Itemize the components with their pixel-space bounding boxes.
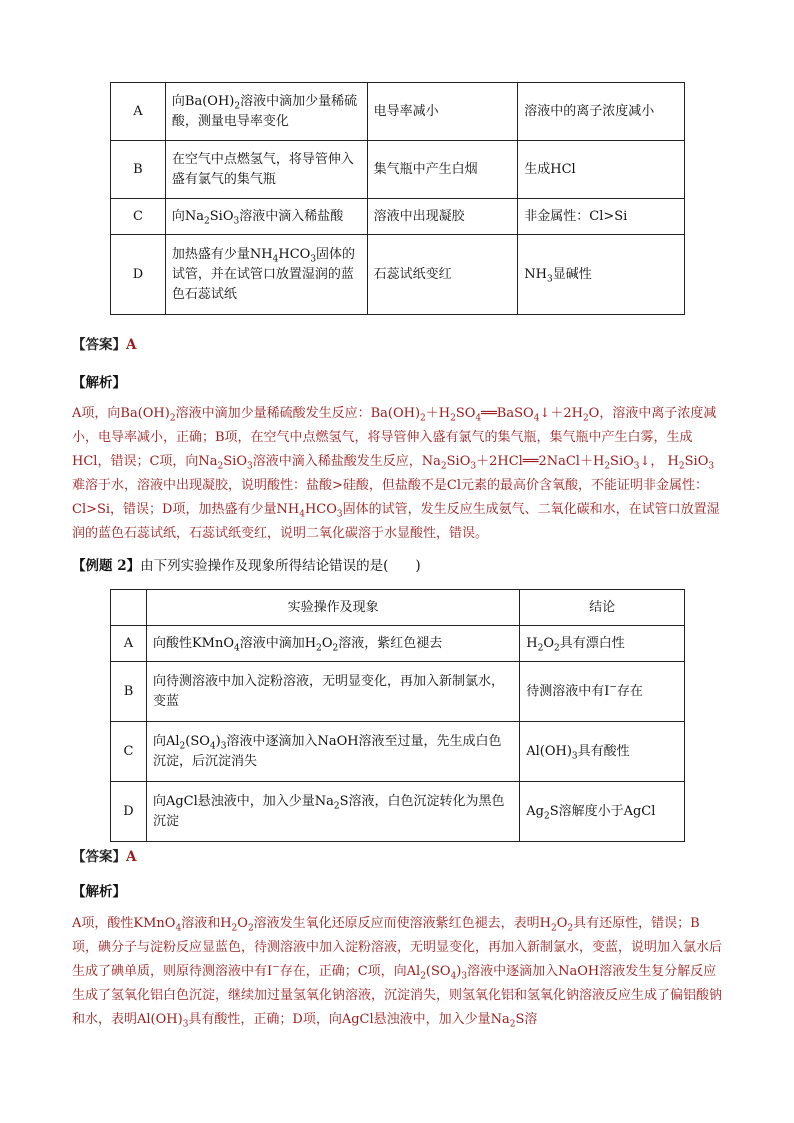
table-row (111, 782, 685, 842)
row-label: B (111, 141, 166, 199)
operation-cell: 在空气中点燃氢气，将导管伸入盛有氯气的集气瓶 (165, 141, 367, 199)
answer-2: 【答案】A (72, 849, 137, 865)
analysis-1-text: A项，向$Ba(OH)_2$溶液中滴加少量稀硫酸发生反应：$Ba(OH)_2+H_2SO_4══BaSO_4↓+2H_2O$，溶液中离子浓度减小，电导率减小，正确；B项，在空气中点燃氢气，将导管伸入盛有氯气的集气瓶，集气瓶中产生白雾，生成HCl，错误；C项，向$Na_2SiO_3$溶液中滴入稀盐酸发生反应，$Na_2SiO_3+2HCl══2NaCl+H_2SiO_3↓$， $H_2SiO_3$难溶于水，溶液中出现凝胶，说明酸性：盐酸>硅酸，但盐酸不是Cl元素的最高价含氧酸，不能证明非金属性：Cl>Si，错误；D项，加热盛有少量$NH_4HCO_3$固体的试管，发生反应生成氨气、二氧化碳和水，在试管口放置湿润的蓝色石蕊试纸，石蕊试纸变红，说明二氧化碳溶于水显酸性，错误。 (72, 406, 720, 541)
operation-cell: 向$Al_2(SO_4)_3$溶液中逐滴加入NaOH溶液至过量，先生成白色沉淀，后沉淀消失 (146, 722, 519, 782)
conclusion-cell: $H_2O_2$具有漂白性 (520, 626, 685, 662)
header-blank (111, 590, 147, 626)
operation-cell: 向酸性KMnO$_4$溶液中滴加$H_2O_2$溶液，紫红色褪去 (146, 626, 519, 662)
table-row (111, 141, 685, 199)
row-label: A (111, 83, 166, 141)
phenomenon-cell: 溶液中出现凝胶 (367, 199, 518, 235)
table-row (111, 626, 685, 662)
row-label: D (111, 782, 147, 842)
analysis-2-heading: 【解析】 (72, 884, 126, 900)
analysis-2-text: A项，酸性KMnO$_4$溶液和$H_2O_2$溶液发生氧化还原反应而使溶液紫红色褪去，表明$H_2O_2$具有还原性，错误；B项，碘分子与淀粉反应显蓝色，待测溶液中加入淀粉溶液，无明显变化，再加入新制氯水，变蓝，说明加入氯水后生成了碘单质，则原待测溶液中有I−存在，正确；C项，向$Al_2(SO_4)_3$溶液中逐滴加入NaOH溶液发生复分解反应生成了氢氧化铝白色沉淀，继续加过量氢氧化钠溶液，沉淀消失，则氢氧化铝和氢氧化钠溶液反应生成了偏铝酸钠和水，表明$Al(OH)_3$具有酸性，正确；D项，向AgCl悬浊液中，加入少量$Na_2S$溶 (72, 916, 723, 1030)
analysis-1-heading: 【解析】 (72, 375, 126, 391)
table-row (111, 722, 685, 782)
row-label: B (111, 662, 147, 722)
operation-cell: 加热盛有少量$NH_4HCO_3$固体的试管，并在试管口放置湿润的蓝色石蕊试纸 (165, 235, 367, 315)
phenomenon-cell: 集气瓶中产生白烟 (367, 141, 518, 199)
answer-1: 【答案】A (72, 337, 137, 353)
row-label: A (111, 626, 147, 662)
header-conclusion: 结论 (520, 590, 685, 626)
conclusion-cell: 待测溶液中有I−存在 (520, 662, 685, 722)
conclusion-cell: 非金属性：Cl>Si (518, 199, 685, 235)
phenomenon-cell: 石蕊试纸变红 (367, 235, 518, 315)
operation-cell: 向$Na_2SiO_3$溶液中滴入稀盐酸 (165, 199, 367, 235)
header-operation: 实验操作及现象 (146, 590, 519, 626)
experiment-table-2 (110, 589, 685, 842)
conclusion-cell: $Al(OH)_3$具有酸性 (520, 722, 685, 782)
phenomenon-cell: 电导率减小 (367, 83, 518, 141)
conclusion-cell: $NH_3$显碱性 (518, 235, 685, 315)
operation-cell: 向$Ba(OH)_2$溶液中滴加少量稀硫酸，测量电导率变化 (165, 83, 367, 141)
operation-cell: 向待测溶液中加入淀粉溶液，无明显变化，再加入新制氯水，变蓝 (146, 662, 519, 722)
table-row (111, 235, 685, 315)
row-label: D (111, 235, 166, 315)
example-2-question: 【例题 2】由下列实验操作及现象所得结论错误的是( ) (72, 558, 421, 574)
table-row (111, 662, 685, 722)
operation-cell: 向AgCl悬浊液中，加入少量$Na_2S$溶液，白色沉淀转化为黑色沉淀 (146, 782, 519, 842)
table-header-row (111, 590, 685, 626)
conclusion-cell: $Ag_2S$溶解度小于AgCl (520, 782, 685, 842)
conclusion-cell: 溶液中的离子浓度减小 (518, 83, 685, 141)
row-label: C (111, 199, 166, 235)
experiment-table-1 (110, 82, 685, 315)
row-label: C (111, 722, 147, 782)
table-row (111, 199, 685, 235)
conclusion-cell: 生成HCl (518, 141, 685, 199)
table-row (111, 83, 685, 141)
